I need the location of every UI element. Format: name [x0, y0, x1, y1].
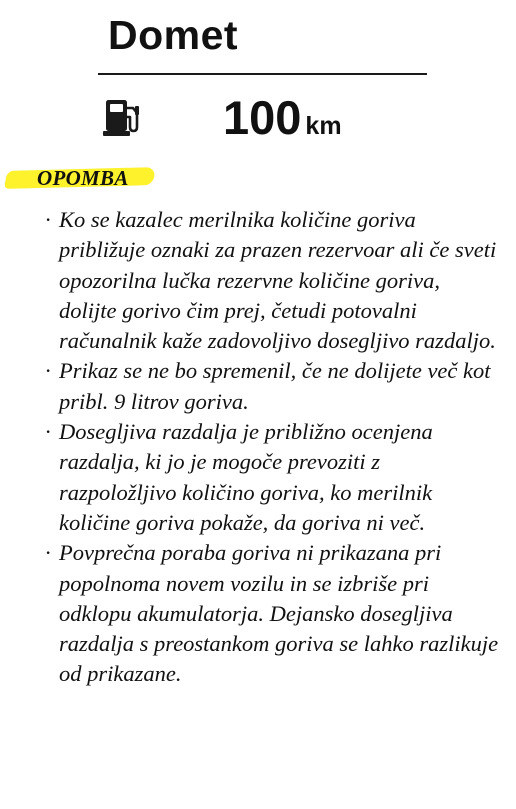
- note-heading: [6, 163, 156, 193]
- fuel-pump-icon: [103, 98, 143, 138]
- range-value: 100: [223, 91, 302, 144]
- bullet-dot: ·: [45, 207, 51, 232]
- range-unit: km: [305, 112, 342, 140]
- note-item-text: Prikaz se ne bo spremenil, če ne dolijete več kot pribl. 9 litrov goriva.: [59, 358, 491, 414]
- note-heading-label: OPOMBA: [37, 166, 129, 190]
- page-title: Domet: [108, 12, 239, 58]
- note-item: [42, 417, 502, 538]
- note-list: [42, 205, 502, 690]
- bullet-dot: ·: [45, 540, 51, 566]
- note-item-text: Dosegljiva razdalja je približno ocenjena razdalja, ki jo je mogoče prevoziti z razpoložljivo količino goriva, ko merilnik količine goriva pokaže, da goriva ni več.: [59, 419, 433, 535]
- bullet-dot: ·: [45, 358, 51, 384]
- note-item-text: Ko se kazalec merilnika količine goriva približuje oznaki za prazen rezervoar ali če sveti opozorilna lučka rezervne količine goriva, dolijte gorivo čim prej, četudi potovalni računalnik kaže zadovoljivo dosegljivo razdaljo.: [59, 207, 497, 354]
- note-item: [42, 538, 502, 689]
- note-item: [42, 356, 502, 417]
- note-item-text: Povprečna poraba goriva ni prikazana pri popolnoma novem vozilu in se izbriše pri odklopu akumulatorja. Dejansko dosegljiva razdalja s preostankom goriva se lahko razlikuje od prikazane.: [59, 540, 499, 687]
- bullet-dot: ·: [45, 419, 51, 445]
- range-readout: [223, 89, 342, 147]
- title-divider: [98, 73, 427, 75]
- note-item: [42, 205, 502, 356]
